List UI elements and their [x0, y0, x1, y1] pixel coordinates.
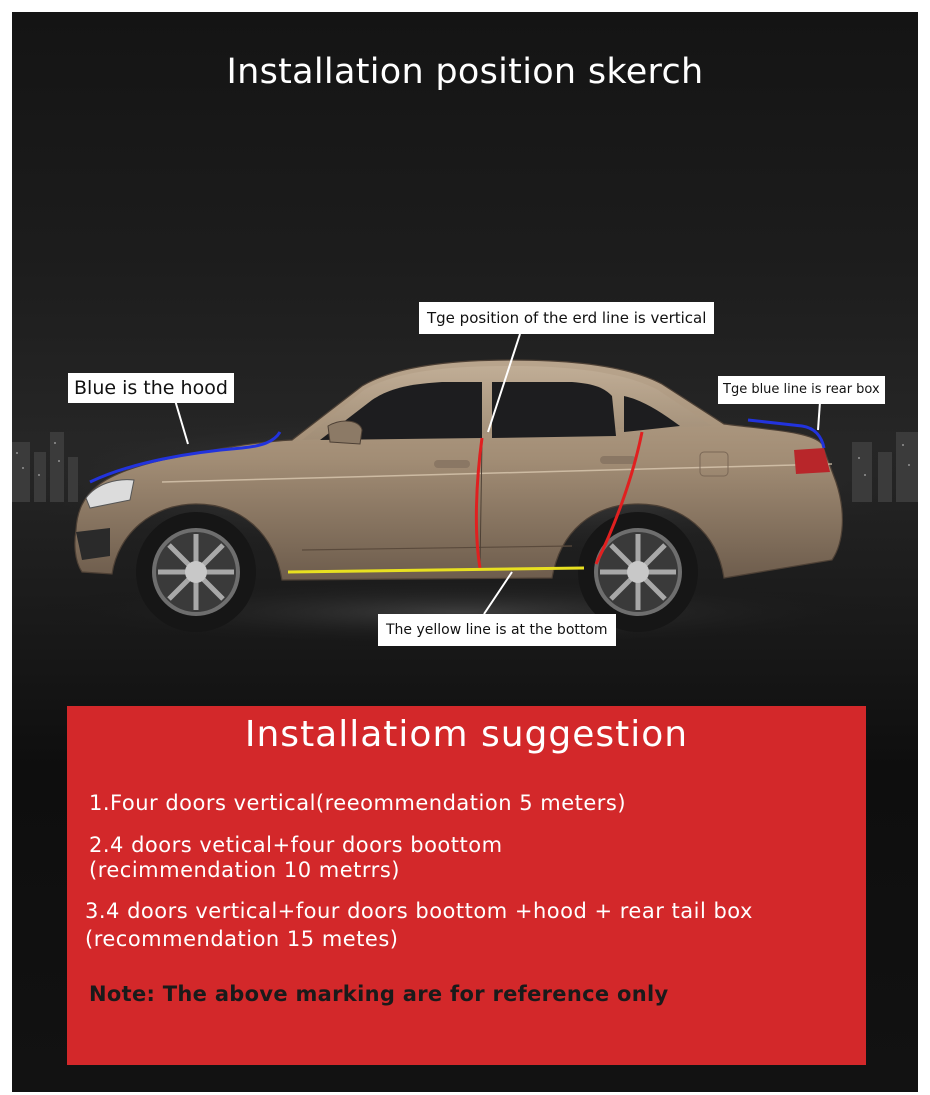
hood-callout: Blue is the hood — [68, 373, 234, 403]
suggestion-2: 2.4 doors vetical+four doors boottom — [89, 833, 503, 857]
rear-box-callout: Tge blue line is rear box — [718, 376, 885, 404]
front-wheel — [136, 512, 256, 632]
reference-note: Note: The above marking are for reference only — [89, 982, 669, 1006]
suggestion-3-detail: (recommendation 15 metes) — [85, 927, 399, 951]
bottom-line-callout: The yellow line is at the bottom — [378, 614, 616, 646]
installation-suggestion-panel — [67, 706, 866, 1065]
page-title: Installation position skerch — [226, 52, 704, 92]
rear-pointer — [818, 402, 820, 430]
panel-title: Installatiom suggestion — [244, 714, 689, 755]
installation-sketch-canvas — [12, 12, 918, 1092]
frame-gap — [0, 930, 12, 1095]
car-illustration — [12, 12, 918, 702]
suggestion-3: 3.4 doors vertical+four doors boottom +hood + rear tail box — [85, 899, 753, 923]
suggestion-2-detail: (recimmendation 10 metrrs) — [89, 858, 400, 882]
suggestion-1: 1.Four doors vertical(reeommendation 5 meters) — [89, 791, 627, 815]
vertical-line-callout: Tge position of the erd line is vertical — [419, 302, 714, 334]
